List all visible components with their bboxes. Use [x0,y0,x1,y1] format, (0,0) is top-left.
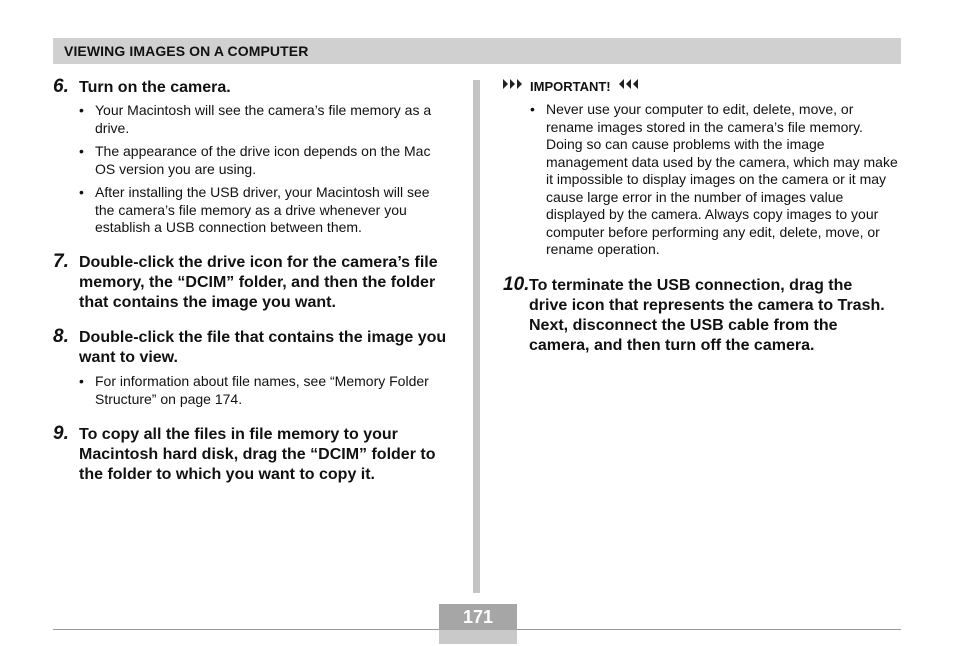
important-notes [530,101,898,265]
important-label: IMPORTANT! [530,78,611,94]
step-6-notes [79,102,451,243]
step-8-notes [79,373,439,414]
note-item: • The appearance of the drive icon depends on the Mac OS version you are using. [79,143,451,178]
step-instruction: Double-click the file that contains the image you want to view. [79,329,447,366]
step-number: 7. [53,251,69,272]
header-bar [53,38,901,64]
triple-arrow-right-icon [503,77,525,95]
step-instruction: To copy all the files in file memory to your Macintosh hard disk, drag the “DCIM” folder to the folder to which you want to copy it. [79,426,436,483]
note-item: • Never use your computer to edit, delete, move, or rename images stored in the camera’s file memory. Doing so can cause problems with the image management data used by the camera, which may make it impossible to display images on the camera or it may cause large error in the number of images value displayed by the camera. Always copy images to your computer before performing any edit, delete, move, or rename operation. [530,101,898,259]
note-item: • After installing the USB driver, your Macintosh will see the camera’s file memory as a drive whenever you establish a USB connection between them. [79,184,451,237]
important-heading [503,78,639,94]
page-number-strip [439,630,517,644]
page-number: 171 [439,604,517,630]
step-instruction: Turn on the camera. [79,79,231,96]
step-number: 10. [503,274,530,295]
step-number: 6. [53,76,69,97]
note-item: • For information about file names, see “Memory Folder Structure” on page 174. [79,373,439,408]
step-number: 9. [53,423,69,444]
triple-arrow-left-icon [617,77,639,95]
section-title: VIEWING IMAGES ON A COMPUTER [64,43,309,59]
note-item: • Your Macintosh will see the camera’s file memory as a drive. [79,102,451,137]
step-instruction: Double-click the drive icon for the camera’s file memory, the “DCIM” folder, and then the folder that contains the image you want. [79,254,438,311]
step-number: 8. [53,326,69,347]
step-instruction: To terminate the USB connection, drag the drive icon that represents the camera to Trash. Next, disconnect the USB cable from the camera, and then turn off the camera. [529,277,885,354]
column-divider [473,80,480,593]
